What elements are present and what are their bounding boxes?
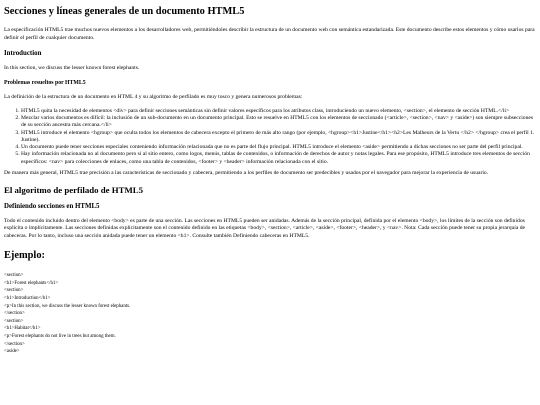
problems-lead: La definición de la estructura de un documento en HTML 4 y su algoritmo de perfilado es muy tosco y genera numerosos problemas:: [4, 93, 303, 100]
example-code: <section> <h1>Forest elephants</h1> <section> <h1>Introduction</h1> <p>In this section, we discuss the lesser known forest elephants. </section> <section> <h1>Habitat</h1> <p>Forest elephants do not live in trees but among them. </section> <aside>: [4, 273, 131, 355]
problems-list: [4, 108, 536, 166]
algorithm-heading: El algoritmo de perfilado de HTML5: [4, 185, 144, 196]
introduction-heading: Introduction: [4, 50, 42, 58]
algorithm-subheading: Definiendo secciones en HTML5: [4, 202, 100, 210]
page-title: Secciones y líneas generales de un documento HTML5: [4, 6, 245, 17]
list-item: 3. HTML5 introduce el elemento <hgroup> que oculta todos los elementos de cabecera excepto el primero de más alto rango (por ejemplo, <hgroup><h1>Justine</h1><h2>Les Malheurs de la Vertu </h2> </hgroup> crea el perfil 1. Justine).: [21, 130, 536, 145]
list-item: 4. Un documento puede tener secciones especiales conteniendo información relacionada que no es parte del flujo principal. HTML5 introduce el elemento <aside> permitiendo a dichas secciones no ser parte del perfil principal.: [21, 144, 536, 151]
introduction-text: In this section, we discuss the lesser known forest elephants.: [4, 65, 140, 72]
list-item: 2. Mezclar varios documentos es difícil: la inclusión de un sub-documento en un documento principal. Esto se resuelve en HTML5 con los elementos de seccionado (<article>, <section>, <nav> y <aside>) son siempre subsecciones de su sección ancestra más cercana.</li>: [21, 115, 536, 130]
problems-heading: Problemas resueltos por HTML5: [4, 79, 86, 86]
list-item: 1. HTML5 quita la necesidad de elementos <div> para definir secciones semánticas sin definir valores específicos para los atributos class, introduciendo un nuevo elemento, <section>, el elemento de sección HTML.</li>: [21, 108, 536, 115]
algorithm-text: Todo el contenido incluido dentro del elemento <body> es parte de una sección. Las secciones en HTML5 pueden ser anidadas. Además de la sección principal, definida por el elemento <body>, los límites de la sección son definidos explícita o implícitamente. Las secciones definidas explícitamente son el contenido definido en las etiquetas <body>, <section>, <article>, <aside>, <footer>, <header>, y <nav>. Nota: Cada sección puede tener su propia jerarquía de cabeceras. Por lo tanto, incluso una sección anidada puede tener un elemento <h1>. Consulte también Definiendo cabeceras en HTML5.: [4, 218, 526, 239]
list-item: 5. Hay información relacionada no al documento pero sí al sitio entero, como logos, menús, tablas de contenidos, o información de derechos de autor y notas legales. Para ese propósito, HTML5 introduce tres elementos de sección específicos: <nav> para colecciones de enlaces, como una tabla de contenidos, <footer> y <header> información relacionada con el sitio.: [21, 151, 536, 166]
intro-paragraph: La especificación HTML5 trae muchos nuevos elementos a los desarrolladores web, permitiéndoles describir la estructura de un documento web con semántica estandarizada. Este documento describe estos elementos y cómo usarlos para definir el perfil de cualquier documento.: [4, 27, 535, 41]
example-heading: Ejemplo:: [4, 249, 45, 261]
problems-summary: De manera más general, HTML5 trae precisión a las características de seccionado y cabecera, permitiendo a los perfiles de documento ser predecibles y usados por el navegador para mejorar la experiencia de usuario.: [4, 169, 489, 176]
